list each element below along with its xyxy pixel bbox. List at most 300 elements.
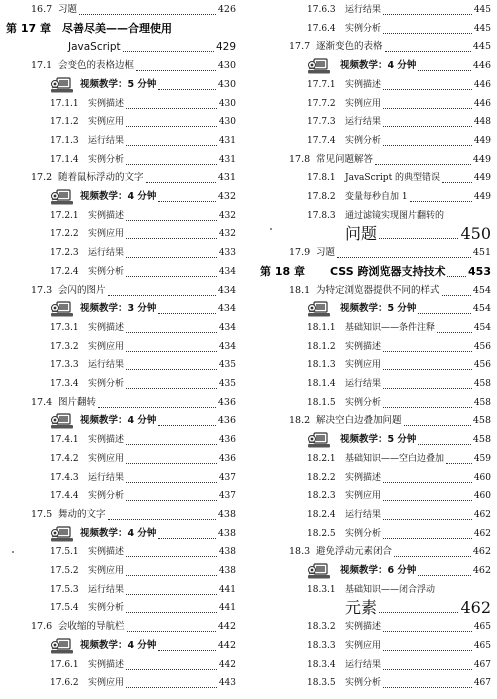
toc-entry[interactable] (252, 598, 497, 618)
entry-number: 17.8 (289, 153, 311, 165)
entry-number: 17.8.1 (307, 173, 336, 184)
toc-entry[interactable] (0, 206, 248, 226)
video-tutorial-icon (50, 637, 76, 655)
toc-entry[interactable] (0, 598, 248, 618)
dot-leader (126, 482, 217, 483)
dot-leader (108, 295, 216, 296)
toc-entry[interactable] (252, 337, 497, 357)
entry-page-number: 431 (217, 172, 236, 184)
entry-number: 第 18 章 (260, 264, 305, 278)
entry-number: 17.8.3 (307, 210, 336, 221)
toc-entry[interactable] (0, 318, 248, 338)
entry-page-number: 438 (217, 527, 236, 539)
video-duration: 4 分钟 (387, 60, 417, 72)
entry-page-number: 448 (473, 117, 491, 128)
entry-page-number: 435 (218, 360, 236, 371)
toc-entry[interactable] (252, 542, 497, 562)
entry-page-number: 458 (473, 397, 491, 408)
entry-title: 实例应用 (345, 360, 382, 371)
toc-entry[interactable] (252, 299, 497, 319)
entry-title: 实例分析 (345, 23, 382, 34)
toc-entry[interactable] (252, 561, 497, 581)
dot-leader (383, 538, 472, 539)
entry-page-number: 432 (217, 191, 236, 202)
toc-entry[interactable] (252, 206, 497, 226)
entry-page-number: 431 (218, 154, 236, 165)
entry-page-number: 446 (473, 79, 491, 90)
entry-title: 基础知识——条件注释 (345, 322, 436, 333)
entry-title: 问题 (345, 224, 378, 244)
dot-leader (375, 164, 471, 165)
entry-title: 实例描述 (88, 210, 125, 221)
entry-title: 实例描述 (88, 322, 125, 333)
entry-number: 18.3.5 (307, 678, 336, 689)
toc-entry[interactable] (252, 580, 497, 600)
entry-title: 实例应用 (88, 566, 125, 576)
dot-leader (158, 538, 216, 539)
entry-title: 实例应用 (88, 678, 125, 689)
entry-page-number: 430 (217, 78, 236, 90)
toc-entry[interactable] (0, 655, 248, 675)
entry-page-number: 465 (473, 622, 491, 633)
entry-number: 18.3 (289, 546, 311, 558)
video-duration: 5 分钟 (387, 303, 417, 315)
entry-page-number: 460 (473, 491, 491, 502)
toc-entry[interactable] (0, 505, 248, 525)
dot-leader (126, 220, 217, 221)
dot-leader (79, 14, 216, 15)
entry-number: 17.4 (31, 396, 53, 408)
entry-title: JavaScript 的典型错误 (345, 173, 441, 184)
entry-page-number: 462 (460, 598, 491, 618)
entry-title: 实例描述 (345, 341, 382, 352)
entry-number: 18.3.4 (307, 659, 336, 670)
entry-title: 会收缩的导航栏 (58, 621, 125, 633)
entry-page-number: 438 (218, 566, 236, 576)
toc-entry[interactable] (252, 281, 497, 301)
dot-leader (126, 164, 217, 165)
toc-entry[interactable] (252, 468, 497, 488)
stray-dot (12, 551, 14, 553)
dot-leader (158, 425, 216, 426)
toc-entry[interactable] (0, 542, 248, 562)
entry-title: 实例应用 (88, 341, 125, 352)
entry-title: 实例描述 (88, 435, 125, 446)
entry-number: 17.6.2 (50, 678, 79, 689)
toc-entry[interactable] (252, 243, 497, 263)
video-tutorial-icon (307, 431, 333, 449)
entry-number: 17.1.2 (50, 117, 79, 128)
video-tutorial-icon (307, 300, 333, 318)
entry-number: 18.3.1 (307, 584, 336, 595)
entry-title: 实例描述 (345, 622, 382, 633)
toc-entry[interactable] (252, 131, 497, 151)
toc-entry[interactable] (252, 19, 497, 39)
dot-leader (158, 313, 216, 314)
toc-entry[interactable] (0, 430, 248, 450)
entry-page-number: 441 (218, 584, 236, 595)
video-label-text: 视频教学： (80, 527, 128, 539)
entry-title: 元素 (345, 598, 378, 618)
entry-number: 第 17 章 (6, 21, 51, 35)
entry-number: 17.2.1 (50, 210, 79, 221)
video-label-text: 视频教学： (80, 191, 128, 202)
entry-page-number: 442 (218, 659, 236, 670)
toc-entry[interactable] (0, 224, 248, 244)
entry-title: JavaScript (68, 41, 121, 54)
toc-entry[interactable] (0, 112, 248, 132)
video-duration: 6 分钟 (387, 565, 417, 576)
entry-number: 18.2.2 (307, 472, 336, 483)
entry-page-number: 458 (472, 415, 491, 427)
entry-number: 17.5.4 (50, 603, 79, 614)
entry-page-number: 434 (217, 303, 236, 315)
dot-leader (126, 126, 217, 127)
entry-title: 实例分析 (345, 135, 382, 146)
entry-page-number: 459 (473, 453, 491, 464)
entry-number: 17.2 (31, 172, 53, 184)
entry-number: 18.1 (289, 284, 311, 296)
toc-entry[interactable] (252, 673, 497, 693)
entry-title: 舞动的文字 (58, 508, 106, 520)
entry-number: 18.1.1 (307, 322, 336, 333)
entry-title: 基础知识——闭合浮动 (345, 584, 436, 595)
video-tutorial-label (80, 187, 156, 207)
toc-entry[interactable] (252, 318, 497, 338)
entry-page-number: 449 (473, 192, 491, 202)
entry-page-number: 437 (218, 491, 236, 502)
video-tutorial-icon (50, 525, 76, 543)
entry-page-number: 438 (218, 547, 236, 558)
toc-entry[interactable] (252, 430, 497, 450)
dot-leader (127, 631, 216, 632)
toc-entry[interactable] (0, 486, 248, 506)
dot-leader (442, 295, 471, 296)
entry-number: 18.2.3 (307, 491, 336, 502)
toc-entry[interactable] (0, 187, 248, 207)
video-label-text: 视频教学： (80, 639, 128, 651)
entry-page-number: 449 (473, 135, 491, 146)
dot-leader (158, 650, 216, 651)
dot-leader (126, 612, 217, 613)
entry-number: 18.2.1 (307, 453, 336, 464)
entry-page-number: 445 (473, 5, 491, 15)
entry-title: 实例分析 (88, 154, 125, 165)
dot-leader (126, 687, 217, 688)
entry-number: 17.7.3 (307, 117, 336, 128)
entry-page-number: 436 (217, 415, 236, 427)
dot-leader (437, 332, 472, 333)
video-label-text: 视频教学： (340, 60, 388, 72)
entry-title: 解决空白边叠加问题 (316, 415, 402, 427)
dot-leader (108, 519, 216, 520)
toc-entry[interactable] (0, 299, 248, 319)
entry-number: 17.1 (31, 60, 53, 72)
toc-entry[interactable] (252, 94, 497, 114)
dot-leader (126, 238, 217, 239)
entry-page-number: 434 (218, 341, 236, 352)
toc-entry[interactable] (252, 56, 497, 76)
toc-entry[interactable] (252, 355, 497, 375)
entry-page-number: 445 (472, 41, 491, 53)
entry-number: 17.7.2 (307, 98, 336, 109)
entry-title: 运行结果 (88, 248, 125, 259)
entry-page-number: 438 (217, 508, 236, 520)
dot-leader (383, 650, 472, 651)
entry-title: 基础知识——空白边叠加 (345, 453, 445, 464)
video-label-text: 视频教学： (80, 78, 128, 90)
dot-leader (123, 51, 214, 52)
dot-leader (383, 89, 472, 90)
entry-title: 实例分析 (345, 397, 382, 408)
entry-page-number: 436 (217, 396, 236, 408)
dot-leader (126, 500, 217, 501)
video-duration: 4 分钟 (127, 415, 157, 427)
entry-page-number: 442 (217, 639, 236, 651)
entry-title: 实例分析 (88, 379, 125, 389)
toc-entry[interactable] (252, 655, 497, 675)
entry-title: 习题 (58, 4, 78, 15)
toc-entry[interactable] (0, 75, 248, 95)
toc-entry[interactable] (252, 524, 497, 544)
toc-entry[interactable] (252, 262, 497, 282)
entry-title: 运行结果 (345, 117, 382, 128)
dot-leader (383, 631, 472, 632)
dot-leader (126, 369, 217, 370)
entry-page-number: 436 (218, 435, 236, 446)
dot-leader (126, 351, 217, 352)
toc-entry[interactable] (0, 262, 248, 282)
entry-title: 习题 (316, 247, 336, 259)
entry-title: 运行结果 (345, 509, 382, 520)
dot-leader (383, 126, 472, 127)
toc-entry[interactable] (252, 393, 497, 413)
dot-leader (442, 182, 472, 183)
entry-title: 实例应用 (88, 453, 125, 464)
entry-title: 逐渐变色的表格 (316, 41, 383, 53)
entry-page-number: 426 (217, 4, 236, 15)
dot-leader (136, 70, 216, 71)
toc-entry[interactable] (0, 468, 248, 488)
entry-page-number: 462 (472, 546, 491, 558)
stray-dot (270, 228, 272, 230)
entry-title: 通过滤镜实现图片翻转的 (345, 210, 445, 221)
toc-entry[interactable] (0, 580, 248, 600)
entry-number: 18.2.5 (307, 528, 336, 539)
entry-number: 17.5.1 (50, 547, 79, 558)
video-duration: 4 分钟 (127, 527, 157, 539)
video-tutorial-label (80, 75, 156, 95)
toc-entry[interactable] (252, 37, 497, 57)
dot-leader (394, 556, 471, 557)
dot-leader (126, 108, 217, 109)
video-tutorial-label (340, 430, 416, 450)
video-tutorial-icon (50, 76, 76, 94)
toc-entry[interactable] (252, 505, 497, 525)
entry-number: 18.2 (289, 415, 311, 427)
video-tutorial-label (80, 636, 156, 656)
dot-leader (418, 575, 471, 576)
entry-title: 运行结果 (88, 135, 125, 146)
toc-entry[interactable] (0, 561, 248, 581)
dot-leader (447, 276, 466, 277)
video-tutorial-icon (307, 57, 333, 75)
entry-number: 17.7.4 (307, 135, 336, 146)
entry-number: 18.2.4 (307, 509, 336, 520)
entry-page-number: 467 (473, 678, 491, 689)
entry-title: 会变色的表格边框 (58, 60, 135, 72)
entry-number: 17.3.1 (50, 322, 79, 333)
entry-number: 17.2.2 (50, 229, 79, 240)
toc-entry[interactable] (0, 337, 248, 357)
dot-leader (418, 444, 471, 445)
entry-page-number: 451 (472, 247, 491, 259)
toc-entry[interactable] (0, 168, 248, 188)
entry-page-number: 462 (473, 528, 491, 539)
entry-title: 变量每秒自加 1 (345, 192, 408, 202)
toc-entry[interactable] (0, 281, 248, 301)
entry-page-number: 458 (473, 379, 491, 389)
entry-page-number: 433 (218, 248, 236, 259)
dot-leader (126, 276, 217, 277)
toc-entry[interactable] (252, 112, 497, 132)
toc-entry[interactable] (0, 393, 248, 413)
entry-page-number: 441 (218, 603, 236, 614)
toc-entry[interactable] (252, 449, 497, 469)
toc-entry[interactable] (0, 37, 248, 57)
toc-entry[interactable] (0, 449, 248, 469)
toc-entry[interactable] (0, 243, 248, 263)
toc-entry[interactable] (0, 636, 248, 656)
entry-page-number: 434 (218, 266, 236, 277)
entry-title: 为特定浏览器提供不同的样式 (316, 284, 440, 296)
entry-number: 17.7.1 (307, 79, 336, 90)
video-tutorial-icon (50, 188, 76, 206)
entry-title: 实例描述 (88, 659, 125, 670)
toc-entry[interactable] (0, 411, 248, 431)
toc-entry[interactable] (0, 617, 248, 637)
toc-entry[interactable] (252, 0, 497, 20)
toc-entry[interactable] (252, 150, 497, 170)
toc-entry[interactable] (0, 19, 248, 39)
entry-title: 运行结果 (345, 379, 382, 389)
toc-entry[interactable] (252, 486, 497, 506)
entry-number: 17.7 (289, 41, 311, 53)
entry-title: 实例描述 (88, 98, 125, 109)
toc-entry[interactable] (252, 187, 497, 207)
dot-leader (383, 33, 472, 34)
entry-title: 实例分析 (88, 603, 125, 614)
entry-number: 17.4.1 (50, 435, 79, 446)
entry-page-number: 454 (472, 303, 491, 315)
dot-leader (126, 669, 217, 670)
toc-entry[interactable] (252, 224, 497, 244)
video-tutorial-label (80, 524, 156, 544)
entry-title: 实例应用 (345, 98, 382, 109)
entry-page-number: 453 (468, 264, 491, 278)
entry-number: 17.3.2 (50, 341, 79, 352)
entry-page-number: 458 (472, 434, 491, 446)
dot-leader (383, 669, 472, 670)
entry-number: 17.6.3 (307, 5, 336, 15)
toc-entry[interactable] (0, 0, 248, 20)
entry-page-number: 435 (218, 379, 236, 389)
entry-page-number: 430 (218, 117, 236, 128)
entry-title: 实例应用 (345, 491, 382, 502)
dot-leader (383, 687, 472, 688)
entry-number: 18.3.3 (307, 640, 336, 651)
entry-page-number: 431 (218, 135, 236, 146)
video-label-text: 视频教学： (340, 434, 388, 446)
toc-entry[interactable] (252, 617, 497, 637)
entry-number: 17.9 (289, 247, 311, 259)
toc-entry[interactable] (252, 168, 497, 188)
entry-page-number: 434 (217, 284, 236, 296)
dot-leader (383, 500, 472, 501)
entry-page-number: 430 (218, 98, 236, 109)
entry-title: 常见问题解答 (316, 153, 374, 165)
entry-title: 运行结果 (88, 360, 125, 371)
dot-leader (126, 444, 217, 445)
dot-leader (126, 388, 217, 389)
entry-number: 17.4.2 (50, 453, 79, 464)
entry-number: 17.1.3 (50, 135, 79, 146)
entry-title: 随着鼠标浮动的文字 (58, 172, 144, 184)
toc-entry[interactable] (252, 75, 497, 95)
entry-number: 16.7 (31, 4, 53, 15)
toc-entry[interactable] (252, 411, 497, 431)
dot-leader (98, 407, 216, 408)
entry-page-number: 446 (472, 60, 491, 72)
dot-leader (158, 89, 216, 90)
toc-entry[interactable] (0, 355, 248, 375)
toc-entry[interactable] (0, 131, 248, 151)
dot-leader (418, 70, 471, 71)
toc-entry[interactable] (0, 673, 248, 693)
video-label-text: 视频教学： (80, 415, 128, 427)
dot-leader (158, 201, 216, 202)
entry-title: 图片翻转 (58, 396, 97, 408)
entry-page-number: 462 (472, 565, 491, 576)
entry-page-number: 446 (473, 98, 491, 109)
toc-entry[interactable] (0, 94, 248, 114)
entry-number: 18.1.2 (307, 341, 336, 352)
toc-entry[interactable] (252, 374, 497, 394)
video-tutorial-label (80, 299, 156, 319)
toc-entry[interactable] (0, 56, 248, 76)
entry-title: 实例描述 (88, 547, 125, 558)
entry-page-number: 456 (473, 360, 491, 371)
entry-number: 17.3 (31, 284, 53, 296)
toc-entry[interactable] (0, 150, 248, 170)
entry-number: 17.4.4 (50, 491, 79, 502)
dot-leader (383, 351, 472, 352)
video-tutorial-label (340, 561, 416, 581)
video-label-text: 视频教学： (340, 303, 388, 315)
entry-number: 18.1.5 (307, 397, 336, 408)
dot-leader (446, 463, 472, 464)
dot-leader (126, 556, 217, 557)
video-tutorial-label (340, 56, 416, 76)
entry-page-number: 445 (473, 23, 491, 34)
toc-entry[interactable] (0, 524, 248, 544)
toc-entry[interactable] (252, 636, 497, 656)
toc-entry[interactable] (0, 374, 248, 394)
video-duration: 3 分钟 (127, 303, 157, 315)
entry-number: 17.4.3 (50, 472, 79, 483)
entry-number: 17.5 (31, 508, 53, 520)
entry-title: 实例描述 (345, 79, 382, 90)
